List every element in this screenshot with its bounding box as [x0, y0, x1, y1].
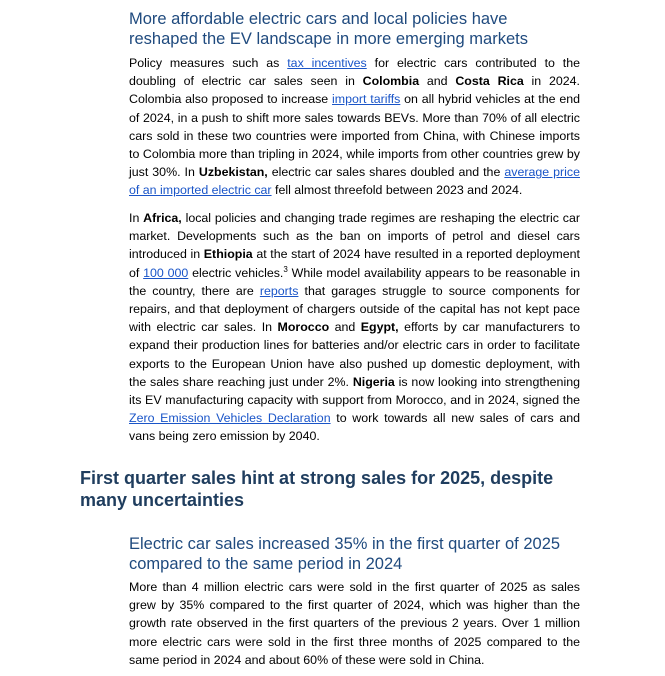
country-ethiopia: Ethiopia — [203, 247, 253, 262]
country-nigeria: Nigeria — [352, 374, 395, 389]
text: at the start of 2024 have resulted in a reported deployment of — [129, 247, 580, 280]
country-costa-rica: Costa Rica — [455, 74, 524, 89]
footnote-marker[interactable]: 3 — [283, 264, 288, 274]
reports-link[interactable]: reports — [259, 283, 299, 298]
text: efforts by car manufacturers to expand their production lines for batteries and/or electric cars in order to facilitate exports to the European Union have also pushed up domestic deployment, with the sales share reaching just under 2%. — [129, 320, 580, 389]
text: While model availability appears to be reasonable in the country, there are — [129, 265, 581, 298]
country-morocco: Morocco — [277, 320, 330, 335]
text: and — [419, 74, 456, 89]
text: In — [129, 211, 144, 225]
average-price-link[interactable]: average price of an imported electric car — [129, 165, 580, 198]
country-uzbekistan: Uzbekistan, — [198, 165, 268, 180]
import-tariffs-link[interactable]: import tariffs — [332, 92, 401, 107]
q1-sales-sub-heading: Electric car sales increased 35% in the first quarter of 2025 compared to the same period in 2024 — [129, 535, 561, 573]
text: electric car sales shares doubled and the — [267, 165, 505, 180]
q1-sales-paragraph: More than 4 million electric cars were sold in the first quarter of 2025 as sales grew by 35% compared to the first quarter of 2024, which was higher than the growth rate observed in the first quarters of the previous 2 years. Over 1 million more electric cars were sold in the first three months of 2025 compared to the same period in 2024 and about 60% of these were sold in China. — [129, 580, 580, 667]
text: is now looking into strengthening its EV manufacturing capacity with support from Morocco, and in 2024, signed the — [129, 374, 580, 408]
text: fell almost threefold between 2023 and 2024. — [271, 183, 523, 198]
colombia-costa-rica-uzbekistan-paragraph — [129, 54, 580, 200]
region-africa: Africa, — [143, 211, 182, 225]
text: on all hybrid vehicles at the end of 2024, in a push to shift more sales towards BEVs. More than 70% of all electric cars sold in these two countries were imported from China, with Chinese imports to Colombia more than tripling in 2024, while imports from other countries grew by just 30%. In — [129, 92, 581, 180]
text: and — [329, 320, 361, 335]
africa-paragraph — [129, 209, 580, 446]
first-quarter-section-heading: First quarter sales hint at strong sales for 2025, despite many uncertainties — [80, 468, 554, 510]
emerging-markets-heading: More affordable electric cars and local policies have reshaped the EV landscape in more emerging markets — [129, 10, 528, 48]
text: Policy measures such as — [129, 56, 288, 70]
100000-vehicles-link[interactable]: 100 000 — [143, 265, 189, 280]
zero-emission-vehicles-declaration-link[interactable]: Zero Emission Vehicles Declaration — [129, 411, 331, 426]
text: that garages struggle to source components for repairs, and that deployment of chargers outside of the capital has not kept pace with electric car sales. In — [129, 283, 580, 335]
text: electric vehicles. — [188, 265, 284, 280]
text: to work towards all new sales of cars and vans being zero emission by 2040. — [129, 411, 580, 444]
text: in 2024. Colombia also proposed to increase — [129, 74, 581, 107]
tax-incentives-link[interactable]: tax incentives — [287, 56, 367, 70]
country-colombia: Colombia — [362, 74, 420, 89]
text: for electric cars contributed to the doubling of electric car sales seen in — [129, 56, 581, 89]
text: local policies and changing trade regimes are reshaping the electric car market. Developments such as the ban on imports of petrol and diesel cars introduced in — [129, 211, 580, 262]
country-egypt: Egypt, — [360, 320, 399, 335]
